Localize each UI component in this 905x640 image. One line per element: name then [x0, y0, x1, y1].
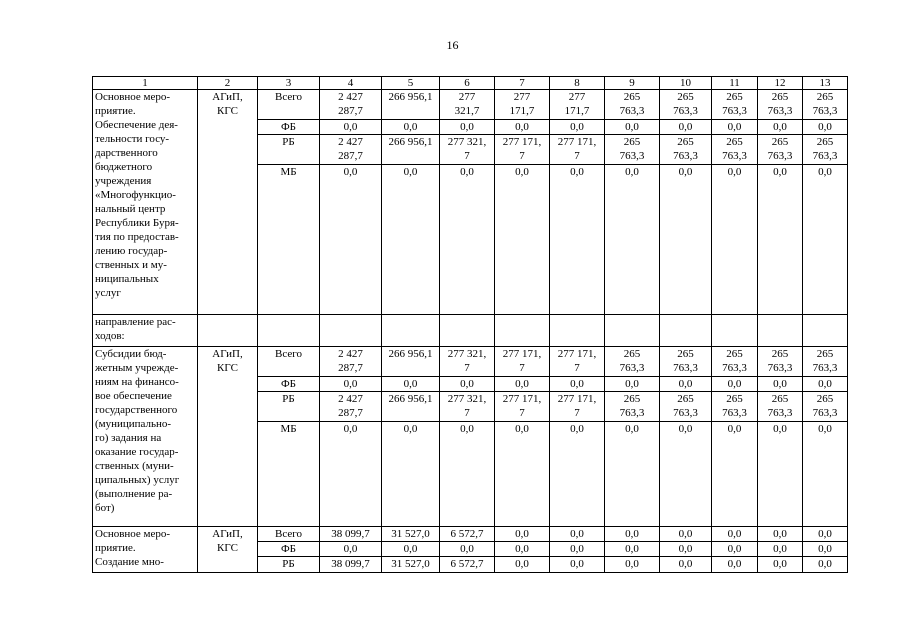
amount-cell: 265 763,3: [605, 90, 660, 120]
amount-cell: 0,0: [605, 542, 660, 557]
amount-cell: 0,0: [660, 527, 712, 542]
funding-source-cell: ФБ: [258, 542, 320, 557]
funding-source-cell: Всего: [258, 90, 320, 120]
table-row: [93, 315, 848, 347]
executor-cell: АГиП, КГС: [198, 527, 258, 573]
amount-cell: 266 956,1: [382, 347, 440, 377]
amount-cell: 266 956,1: [382, 392, 440, 422]
column-header: 7: [495, 77, 550, 90]
executor-cell: АГиП, КГС: [198, 90, 258, 315]
amount-cell: 0,0: [440, 165, 495, 315]
amount-cell: 266 956,1: [382, 135, 440, 165]
amount-cell: 0,0: [712, 377, 758, 392]
amount-cell: 0,0: [605, 120, 660, 135]
amount-cell: 265 763,3: [660, 135, 712, 165]
table-row: [93, 90, 848, 120]
funding-source-cell: Всего: [258, 347, 320, 377]
amount-cell: 0,0: [803, 422, 848, 527]
amount-cell: 0,0: [320, 165, 382, 315]
amount-cell: 0,0: [712, 542, 758, 557]
amount-cell: [758, 315, 803, 347]
column-header: 13: [803, 77, 848, 90]
amount-cell: 0,0: [495, 165, 550, 315]
column-header: 3: [258, 77, 320, 90]
amount-cell: 265 763,3: [803, 392, 848, 422]
amount-cell: 0,0: [803, 542, 848, 557]
amount-cell: 0,0: [320, 422, 382, 527]
funding-source-cell: ФБ: [258, 120, 320, 135]
amount-cell: [495, 315, 550, 347]
funding-source-cell: МБ: [258, 422, 320, 527]
amount-cell: 265 763,3: [712, 392, 758, 422]
column-header: 8: [550, 77, 605, 90]
amount-cell: 31 527,0: [382, 557, 440, 573]
funding-source-cell: РБ: [258, 392, 320, 422]
amount-cell: 0,0: [495, 557, 550, 573]
amount-cell: 0,0: [440, 120, 495, 135]
amount-cell: 277 171, 7: [550, 347, 605, 377]
amount-cell: 0,0: [660, 120, 712, 135]
column-header: 2: [198, 77, 258, 90]
amount-cell: 0,0: [712, 527, 758, 542]
activity-name-cell: Основное меро- приятие. Создание мно-: [93, 527, 198, 573]
amount-cell: 0,0: [605, 165, 660, 315]
amount-cell: 0,0: [550, 557, 605, 573]
amount-cell: 0,0: [758, 542, 803, 557]
amount-cell: 265 763,3: [758, 392, 803, 422]
column-number-row: [93, 77, 848, 90]
amount-cell: 277 171, 7: [550, 392, 605, 422]
amount-cell: 0,0: [758, 527, 803, 542]
amount-cell: 265 763,3: [660, 347, 712, 377]
amount-cell: 0,0: [495, 542, 550, 557]
amount-cell: 0,0: [382, 422, 440, 527]
amount-cell: 265 763,3: [712, 90, 758, 120]
amount-cell: 31 527,0: [382, 527, 440, 542]
amount-cell: 277 171, 7: [495, 347, 550, 377]
amount-cell: 0,0: [605, 557, 660, 573]
amount-cell: [320, 315, 382, 347]
amount-cell: [605, 315, 660, 347]
amount-cell: 0,0: [712, 165, 758, 315]
executor-cell: [198, 315, 258, 347]
amount-cell: 265 763,3: [758, 135, 803, 165]
column-header: 1: [93, 77, 198, 90]
amount-cell: 265 763,3: [605, 347, 660, 377]
amount-cell: 0,0: [712, 120, 758, 135]
activity-name-cell: направление рас- ходов:: [93, 315, 198, 347]
amount-cell: 265 763,3: [712, 347, 758, 377]
activity-name-cell: Субсидии бюд- жетным учрежде- ниям на финансо- вое обеспечение государственного (муниципально- го) задания на оказание государ- ственных (муни- ципальных) услуг (выполнение ра- бот): [93, 347, 198, 527]
amount-cell: 2 427 287,7: [320, 90, 382, 120]
amount-cell: 0,0: [660, 542, 712, 557]
amount-cell: 0,0: [440, 542, 495, 557]
table-row: [93, 347, 848, 377]
amount-cell: 0,0: [495, 527, 550, 542]
amount-cell: 277 321, 7: [440, 135, 495, 165]
budget-table: [92, 76, 848, 573]
funding-source-cell: РБ: [258, 557, 320, 573]
amount-cell: 2 427 287,7: [320, 135, 382, 165]
amount-cell: 0,0: [660, 557, 712, 573]
amount-cell: 277 321, 7: [440, 347, 495, 377]
amount-cell: 0,0: [382, 165, 440, 315]
funding-source-cell: МБ: [258, 165, 320, 315]
amount-cell: 277 321,7: [440, 90, 495, 120]
table-body: [93, 90, 848, 573]
amount-cell: 0,0: [758, 422, 803, 527]
amount-cell: 0,0: [605, 377, 660, 392]
amount-cell: 0,0: [803, 165, 848, 315]
funding-source-cell: ФБ: [258, 377, 320, 392]
amount-cell: 0,0: [550, 542, 605, 557]
amount-cell: 0,0: [382, 120, 440, 135]
column-header: 4: [320, 77, 382, 90]
amount-cell: 265 763,3: [712, 135, 758, 165]
amount-cell: 0,0: [660, 165, 712, 315]
amount-cell: 277 171, 7: [495, 135, 550, 165]
amount-cell: 0,0: [660, 377, 712, 392]
amount-cell: 0,0: [440, 377, 495, 392]
amount-cell: 0,0: [320, 120, 382, 135]
column-header: 10: [660, 77, 712, 90]
amount-cell: 38 099,7: [320, 557, 382, 573]
amount-cell: 265 763,3: [803, 90, 848, 120]
amount-cell: 0,0: [320, 377, 382, 392]
amount-cell: 0,0: [550, 377, 605, 392]
amount-cell: 2 427 287,7: [320, 347, 382, 377]
amount-cell: 0,0: [495, 120, 550, 135]
amount-cell: 265 763,3: [803, 347, 848, 377]
funding-source-cell: [258, 315, 320, 347]
amount-cell: 0,0: [605, 422, 660, 527]
funding-source-cell: РБ: [258, 135, 320, 165]
amount-cell: [712, 315, 758, 347]
amount-cell: 6 572,7: [440, 557, 495, 573]
amount-cell: 2 427 287,7: [320, 392, 382, 422]
column-header: 12: [758, 77, 803, 90]
amount-cell: [660, 315, 712, 347]
amount-cell: 265 763,3: [660, 392, 712, 422]
amount-cell: 0,0: [382, 542, 440, 557]
amount-cell: 277 171,7: [495, 90, 550, 120]
amount-cell: 0,0: [495, 377, 550, 392]
amount-cell: 0,0: [758, 377, 803, 392]
amount-cell: 265 763,3: [605, 392, 660, 422]
amount-cell: 0,0: [758, 557, 803, 573]
amount-cell: 0,0: [320, 542, 382, 557]
amount-cell: 277 321, 7: [440, 392, 495, 422]
amount-cell: 0,0: [660, 422, 712, 527]
amount-cell: 277 171,7: [550, 90, 605, 120]
amount-cell: 0,0: [803, 557, 848, 573]
amount-cell: 0,0: [712, 422, 758, 527]
amount-cell: 0,0: [605, 527, 660, 542]
amount-cell: [550, 315, 605, 347]
amount-cell: 0,0: [495, 422, 550, 527]
page-number: 16: [446, 38, 459, 52]
amount-cell: 0,0: [803, 527, 848, 542]
amount-cell: 265 763,3: [758, 90, 803, 120]
amount-cell: 0,0: [550, 527, 605, 542]
amount-cell: 0,0: [758, 165, 803, 315]
activity-name-cell: Основное меро- приятие. Обеспечение дея- тельности госу- дарственного бюджетного учреждения «Многофункцио- нальный центр Республики Буря- тия по предостав- лению государ- ственных и му- ниципальных услуг: [93, 90, 198, 315]
amount-cell: 0,0: [550, 422, 605, 527]
amount-cell: 265 763,3: [605, 135, 660, 165]
column-header: 11: [712, 77, 758, 90]
amount-cell: 0,0: [550, 120, 605, 135]
amount-cell: 277 171, 7: [495, 392, 550, 422]
amount-cell: 0,0: [803, 377, 848, 392]
funding-source-cell: Всего: [258, 527, 320, 542]
table-row: [93, 527, 848, 542]
column-header: 9: [605, 77, 660, 90]
amount-cell: [803, 315, 848, 347]
amount-cell: 0,0: [550, 165, 605, 315]
amount-cell: [440, 315, 495, 347]
amount-cell: 0,0: [803, 120, 848, 135]
amount-cell: 38 099,7: [320, 527, 382, 542]
amount-cell: 265 763,3: [803, 135, 848, 165]
column-header: 6: [440, 77, 495, 90]
amount-cell: 265 763,3: [758, 347, 803, 377]
amount-cell: 0,0: [712, 557, 758, 573]
amount-cell: [382, 315, 440, 347]
amount-cell: 266 956,1: [382, 90, 440, 120]
column-header: 5: [382, 77, 440, 90]
amount-cell: 0,0: [382, 377, 440, 392]
amount-cell: 6 572,7: [440, 527, 495, 542]
amount-cell: 277 171, 7: [550, 135, 605, 165]
amount-cell: 0,0: [758, 120, 803, 135]
amount-cell: 265 763,3: [660, 90, 712, 120]
amount-cell: 0,0: [440, 422, 495, 527]
executor-cell: АГиП, КГС: [198, 347, 258, 527]
